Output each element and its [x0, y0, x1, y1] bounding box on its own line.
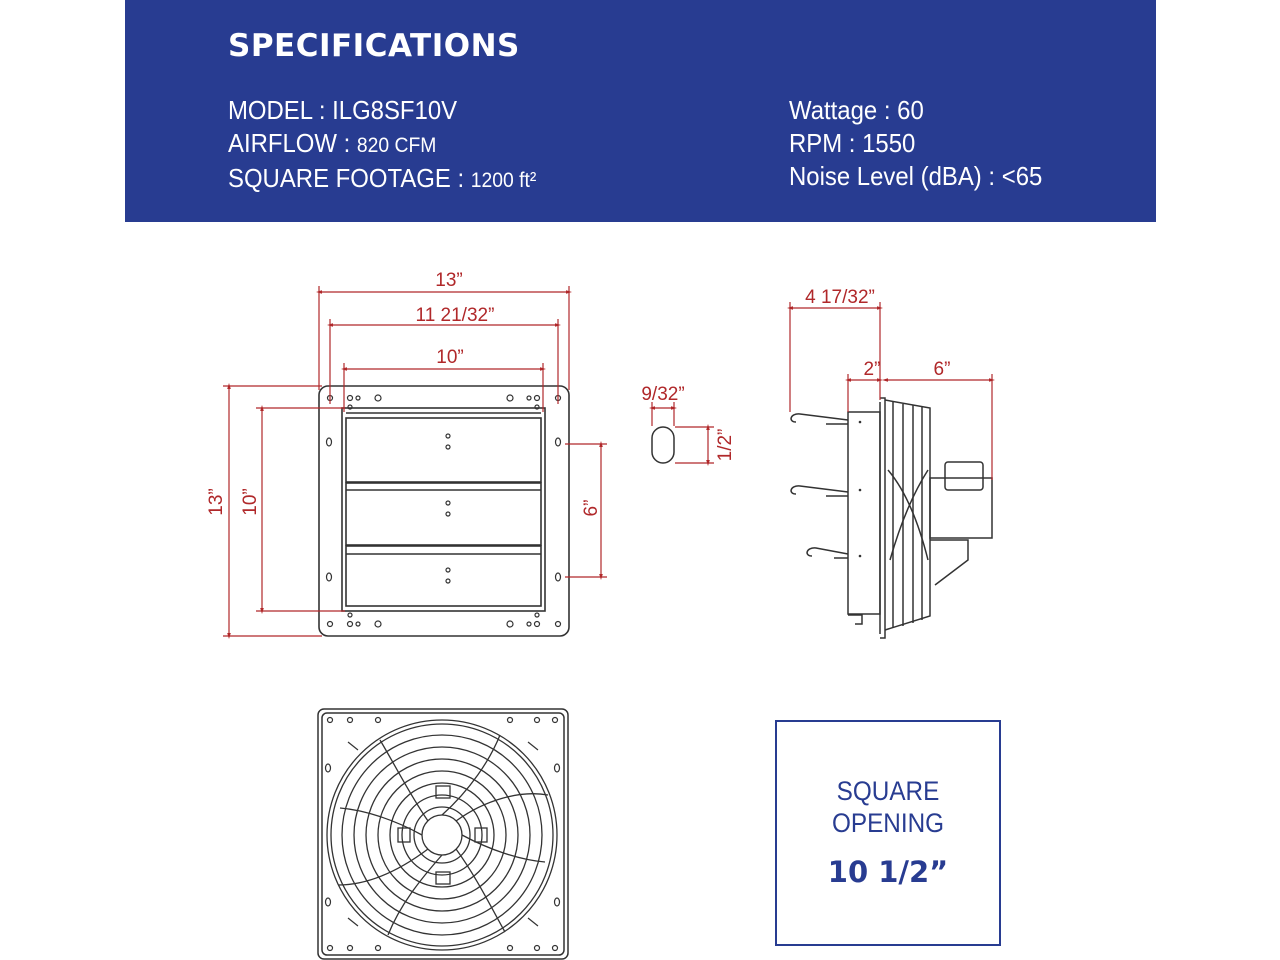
dim-guard-depth: 6”: [933, 359, 951, 380]
front-view-dimension-lines: [223, 286, 607, 636]
side-view-screws: [859, 421, 862, 558]
slot-shape: [652, 427, 674, 463]
dim-slot-width: 9/32”: [641, 384, 685, 405]
slot-dimension-lines: [652, 402, 714, 463]
spec-square-footage: SQUARE FOOTAGE : 1200 ft²: [228, 163, 537, 193]
dim-shutter-height: 10”: [240, 488, 261, 516]
specifications-title: SPECIFICATIONS: [228, 28, 520, 64]
dim-shutter-width: 10”: [436, 347, 464, 368]
side-view-body: [848, 398, 992, 638]
front-view-holes: [327, 395, 561, 627]
spec-model: MODEL : ILG8SF10V: [228, 95, 458, 125]
dim-overall-height: 13”: [206, 488, 227, 516]
opening-value: 10 1/2”: [827, 855, 949, 889]
side-view-dimension-lines: [790, 302, 992, 480]
side-view-drawing: [790, 287, 992, 638]
dim-overall-width: 13”: [435, 270, 463, 291]
slot-detail-drawing: [641, 384, 736, 463]
dim-hole-spacing: 6”: [581, 499, 602, 517]
side-view-shutter-arms: [791, 414, 848, 558]
dim-frame-depth: 2”: [863, 359, 881, 380]
opening-label-line2: OPENING: [831, 808, 945, 838]
rear-view-drawing: [318, 709, 568, 959]
dim-flange-width: 11 21/32”: [415, 305, 495, 326]
spec-wattage: Wattage : 60: [789, 95, 924, 125]
dim-total-depth: 4 17/32”: [805, 287, 875, 308]
rear-view-guard: [327, 720, 557, 950]
front-view-frame: [319, 386, 569, 636]
spec-airflow: AIRFLOW : 820 CFM: [228, 128, 437, 158]
spec-noise-level: Noise Level (dBA) : <65: [789, 161, 1043, 191]
dim-slot-height: 1/2”: [715, 428, 736, 462]
opening-label-line1: SQUARE: [836, 776, 940, 806]
front-view-drawing: [206, 270, 607, 636]
square-opening-box: [775, 720, 1001, 946]
spec-rpm: RPM : 1550: [789, 128, 916, 158]
